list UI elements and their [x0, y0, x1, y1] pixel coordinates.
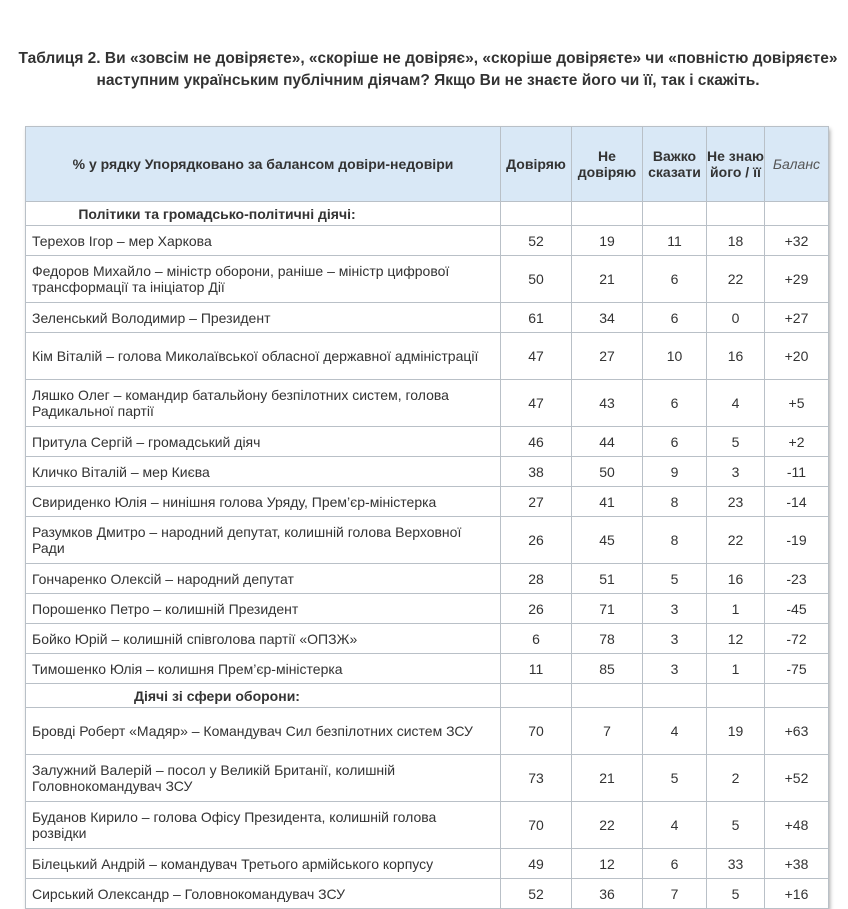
- name-cell: Порошенко Петро – колишній Президент: [26, 594, 501, 624]
- unknown-cell: 4: [707, 380, 765, 427]
- table-row: [26, 427, 829, 457]
- table-row: [26, 380, 829, 427]
- section-title: Діячі зі сфери оборони:: [134, 687, 300, 704]
- unknown-cell: 0: [707, 303, 765, 333]
- table-row: [26, 654, 829, 684]
- unknown-cell: 33: [707, 849, 765, 879]
- empty-cell: [501, 202, 572, 226]
- table-row: [26, 333, 829, 380]
- table-row: [26, 303, 829, 333]
- name-cell: Сирський Олександр – Головнокомандувач ЗСУ: [26, 879, 501, 909]
- trust-cell: 73: [501, 755, 572, 802]
- name-cell: Гончаренко Олексій – народний депутат: [26, 564, 501, 594]
- trust-cell: 6: [501, 624, 572, 654]
- trust-cell: 70: [501, 802, 572, 849]
- table-body: [26, 202, 829, 909]
- table-row: [26, 226, 829, 256]
- empty-cell: [707, 684, 765, 708]
- header-row: [26, 127, 829, 202]
- trust-cell: 26: [501, 517, 572, 564]
- distrust-cell: 21: [572, 755, 643, 802]
- trust-cell: 49: [501, 849, 572, 879]
- table-row: [26, 564, 829, 594]
- hard-to-say-cell: 4: [643, 802, 707, 849]
- distrust-cell: 22: [572, 802, 643, 849]
- balance-cell: +52: [765, 755, 829, 802]
- table-row: [26, 624, 829, 654]
- header-trust: Довіряю: [501, 127, 572, 202]
- distrust-cell: 19: [572, 226, 643, 256]
- trust-cell: 50: [501, 256, 572, 303]
- unknown-cell: 5: [707, 427, 765, 457]
- trust-cell: 11: [501, 654, 572, 684]
- trust-cell: 28: [501, 564, 572, 594]
- unknown-cell: 3: [707, 457, 765, 487]
- name-cell: Зеленський Володимир – Президент: [26, 303, 501, 333]
- balance-cell: -23: [765, 564, 829, 594]
- section-row: [26, 202, 829, 226]
- distrust-cell: 71: [572, 594, 643, 624]
- unknown-cell: 22: [707, 256, 765, 303]
- name-cell: Бровді Роберт «Мадяр» – Командувач Сил безпілотних систем ЗСУ: [26, 708, 501, 755]
- trust-cell: 47: [501, 380, 572, 427]
- balance-cell: +20: [765, 333, 829, 380]
- table-row: [26, 256, 829, 303]
- name-cell: Білецький Андрій – командувач Третього армійського корпусу: [26, 849, 501, 879]
- header-hard-to-say: Важко сказати: [643, 127, 707, 202]
- hard-to-say-cell: 8: [643, 487, 707, 517]
- hard-to-say-cell: 9: [643, 457, 707, 487]
- unknown-cell: 5: [707, 802, 765, 849]
- section-row: [26, 684, 829, 708]
- trust-cell: 52: [501, 226, 572, 256]
- empty-cell: [643, 684, 707, 708]
- header-label: % у рядку Упорядковано за балансом довіри-недовіри: [26, 127, 501, 202]
- distrust-cell: 12: [572, 849, 643, 879]
- unknown-cell: 23: [707, 487, 765, 517]
- balance-cell: -72: [765, 624, 829, 654]
- distrust-cell: 21: [572, 256, 643, 303]
- hard-to-say-cell: 7: [643, 879, 707, 909]
- distrust-cell: 51: [572, 564, 643, 594]
- hard-to-say-cell: 8: [643, 517, 707, 564]
- unknown-cell: 2: [707, 755, 765, 802]
- balance-cell: +5: [765, 380, 829, 427]
- trust-cell: 38: [501, 457, 572, 487]
- balance-cell: +16: [765, 879, 829, 909]
- name-cell: Притула Сергій – громадський діяч: [26, 427, 501, 457]
- name-cell: Федоров Михайло – міністр оборони, раніше – міністр цифрової трансформації та ініціатор Дії: [26, 256, 501, 303]
- distrust-cell: 50: [572, 457, 643, 487]
- balance-cell: +63: [765, 708, 829, 755]
- name-cell: Разумков Дмитро – народний депутат, колишній голова Верховної Ради: [26, 517, 501, 564]
- table-row: [26, 755, 829, 802]
- table-row: [26, 594, 829, 624]
- unknown-cell: 22: [707, 517, 765, 564]
- empty-cell: [501, 684, 572, 708]
- balance-cell: +48: [765, 802, 829, 849]
- name-cell: Терехов Ігор – мер Харкова: [26, 226, 501, 256]
- table-row: [26, 849, 829, 879]
- table-row: [26, 708, 829, 755]
- empty-cell: [765, 202, 829, 226]
- hard-to-say-cell: 3: [643, 624, 707, 654]
- unknown-cell: 1: [707, 654, 765, 684]
- name-cell: Ляшко Олег – командир батальйону безпілотних систем, голова Радикальної партії: [26, 380, 501, 427]
- balance-cell: -14: [765, 487, 829, 517]
- distrust-cell: 85: [572, 654, 643, 684]
- balance-cell: -45: [765, 594, 829, 624]
- table-row: [26, 802, 829, 849]
- trust-table-container: [25, 126, 828, 909]
- hard-to-say-cell: 10: [643, 333, 707, 380]
- trust-cell: 47: [501, 333, 572, 380]
- distrust-cell: 41: [572, 487, 643, 517]
- hard-to-say-cell: 4: [643, 708, 707, 755]
- balance-cell: +38: [765, 849, 829, 879]
- unknown-cell: 18: [707, 226, 765, 256]
- hard-to-say-cell: 6: [643, 256, 707, 303]
- unknown-cell: 16: [707, 333, 765, 380]
- balance-cell: -19: [765, 517, 829, 564]
- distrust-cell: 7: [572, 708, 643, 755]
- hard-to-say-cell: 5: [643, 564, 707, 594]
- name-cell: Бойко Юрій – колишній співголова партії «ОПЗЖ»: [26, 624, 501, 654]
- balance-cell: +27: [765, 303, 829, 333]
- hard-to-say-cell: 6: [643, 427, 707, 457]
- trust-cell: 61: [501, 303, 572, 333]
- trust-table: [25, 126, 829, 909]
- empty-cell: [572, 202, 643, 226]
- hard-to-say-cell: 6: [643, 849, 707, 879]
- unknown-cell: 5: [707, 879, 765, 909]
- trust-cell: 27: [501, 487, 572, 517]
- balance-cell: -11: [765, 457, 829, 487]
- name-cell: Тимошенко Юлія – колишня Прем’єр-міністерка: [26, 654, 501, 684]
- table-row: [26, 517, 829, 564]
- empty-cell: [572, 684, 643, 708]
- hard-to-say-cell: 6: [643, 380, 707, 427]
- empty-cell: [765, 684, 829, 708]
- hard-to-say-cell: 11: [643, 226, 707, 256]
- table-row: [26, 879, 829, 909]
- name-cell: Кличко Віталій – мер Києва: [26, 457, 501, 487]
- header-balance: Баланс: [765, 127, 829, 202]
- name-cell: Кім Віталій – голова Миколаївської обласної державної адміністрації: [26, 333, 501, 380]
- trust-cell: 52: [501, 879, 572, 909]
- section-title: Політики та громадсько-політичні діячі:: [78, 205, 356, 222]
- distrust-cell: 44: [572, 427, 643, 457]
- header-unknown: Не знаю його / її: [707, 127, 765, 202]
- balance-cell: -75: [765, 654, 829, 684]
- hard-to-say-cell: 6: [643, 303, 707, 333]
- name-cell: Залужний Валерій – посол у Великій Британії, колишній Головнокомандувач ЗСУ: [26, 755, 501, 802]
- unknown-cell: 1: [707, 594, 765, 624]
- distrust-cell: 78: [572, 624, 643, 654]
- hard-to-say-cell: 3: [643, 654, 707, 684]
- balance-cell: +32: [765, 226, 829, 256]
- distrust-cell: 36: [572, 879, 643, 909]
- hard-to-say-cell: 5: [643, 755, 707, 802]
- distrust-cell: 27: [572, 333, 643, 380]
- unknown-cell: 19: [707, 708, 765, 755]
- header-distrust: Не довіряю: [572, 127, 643, 202]
- trust-cell: 46: [501, 427, 572, 457]
- table-row: [26, 487, 829, 517]
- hard-to-say-cell: 3: [643, 594, 707, 624]
- table-row: [26, 457, 829, 487]
- name-cell: Свириденко Юлія – нинішня голова Уряду, Прем’єр-міністерка: [26, 487, 501, 517]
- table-title: Таблиця 2. Ви «зовсім не довіряєте», «скоріше не довіряє», «скоріше довіряєте» чи «повністю довіряєте» наступним українським публічним діячам? Якщо Ви не знаєте його чи її, так і скажіть.: [18, 50, 838, 89]
- trust-cell: 70: [501, 708, 572, 755]
- balance-cell: +29: [765, 256, 829, 303]
- unknown-cell: 16: [707, 564, 765, 594]
- empty-cell: [707, 202, 765, 226]
- trust-cell: 26: [501, 594, 572, 624]
- distrust-cell: 43: [572, 380, 643, 427]
- distrust-cell: 45: [572, 517, 643, 564]
- distrust-cell: 34: [572, 303, 643, 333]
- unknown-cell: 12: [707, 624, 765, 654]
- empty-cell: [643, 202, 707, 226]
- name-cell: Буданов Кирило – голова Офісу Президента, колишній голова розвідки: [26, 802, 501, 849]
- balance-cell: +2: [765, 427, 829, 457]
